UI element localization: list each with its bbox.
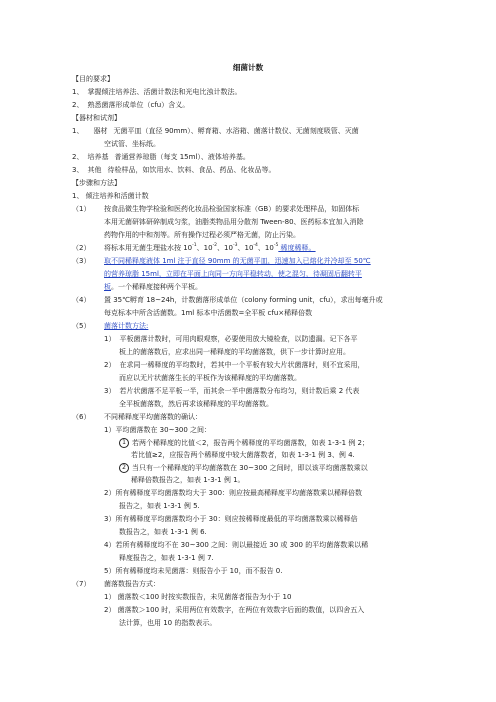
step-text: 按食品微生物学检验和医药化妆品检验国家标准（GB）的要求处理样品，如固体标 bbox=[104, 205, 360, 213]
step-number: （5） bbox=[72, 322, 91, 330]
step-number: （4） bbox=[72, 296, 91, 304]
step-text: 不同稀释度平均菌落数的确认： bbox=[104, 413, 202, 421]
page-title: 细菌计数 bbox=[232, 63, 264, 72]
list-item-cont: 数报告之，如表 1-3-1 例 6. bbox=[119, 528, 207, 536]
step-number: （2） bbox=[72, 244, 91, 252]
list-item: 2） 在求同一稀释度的平均数时，若其中一个平板有较大片状菌落时，则不宜采用， bbox=[104, 361, 365, 369]
step-text: 的营养琼脂 15ml，立即在平面上向同一方向平稳转动，使之混匀，待凝固后翻转平 bbox=[104, 270, 362, 278]
list-item: 3）所有稀释度平均菌落数均小于 30：则应按稀释度最低的平均菌落数乘以稀释倍 bbox=[104, 515, 358, 523]
list-item-cont: 而应以无片状菌落生长的平板作为该稀释度的平均菌落数。 bbox=[119, 374, 301, 382]
list-item: 2）所有稀释度平均菌落数均大于 300：则应按最高稀释度平均菌落数乘以稀释倍数 bbox=[104, 489, 363, 497]
step-text: 每克标本中所含活菌数。1ml 标本中活菌数=全平板 cfu×稀释倍数 bbox=[104, 309, 313, 317]
materials-item: 1、 器材 无菌平皿（直径 90mm）、孵育箱、水浴箱、菌落计数仪、无菌刻度吸管、灭菌 bbox=[72, 127, 359, 135]
purpose-heading: 【目的要求】 bbox=[72, 75, 114, 83]
materials-item: 2、 培养基 普通营养琼脂（每支 15ml）、液体培养基。 bbox=[72, 153, 250, 161]
list-item: 2） 菌落数＞100 时，采用两位有效数字，在两位有效数字后面的数值，以四舍五入 bbox=[104, 606, 365, 614]
step-text: 置 35℃孵育 18~24h，计数菌落形成单位（colony forming unit，cfu），求出每毫升或 bbox=[104, 296, 383, 304]
materials-item: 3、 其他 待检样品，如饮用水、饮料、食品、药品、化妆品等。 bbox=[72, 166, 276, 174]
step-text: 药物作用的中和剂等。所有操作过程必须严格无菌，防止污染。 bbox=[104, 231, 300, 239]
steps-subheading: 1、 倾注培养和活菌计数 bbox=[72, 192, 149, 200]
list-item-cont: 法计算，也用 10 的指数表示。 bbox=[119, 619, 217, 627]
list-item-cont: 报告之，如表 1-3-1 例 5. bbox=[119, 502, 200, 510]
step-number: （3） bbox=[72, 257, 91, 265]
circled-number-icon: 1 bbox=[119, 438, 129, 448]
list-item: 4）若所有稀释度均不在 30~300 之间：则以最接近 30 或 300 的平均菌落数乘以稀 bbox=[104, 541, 369, 549]
list-item-cont: 全平板菌落数，然后再求该稀释度的平均菌落数。 bbox=[119, 400, 273, 408]
list-item-cont: 释度报告之，如表 1-3-1 例 7. bbox=[119, 554, 214, 562]
step-text: 将标本用无菌生理盐水按 $10^{-1}$、$10^{-2}$、$10^{-3}$、$10^{-4}$、$10^{-5}$ 稀度稀释。 bbox=[104, 243, 316, 252]
list-item-cont: 若比值≥2，应报告两个稀释度中较大菌落数者，如表 1-3-1 例 3、例 4. bbox=[131, 451, 355, 459]
list-item-cont: 板上的菌落数后，应求出同一稀释度的平均菌落数，供下一步计算时应用。 bbox=[119, 348, 350, 356]
list-item: 1 若两个稀释度的比值＜2，报告两个稀释度的平均菌落数，如表 1-3-1 例 2； bbox=[119, 438, 369, 448]
list-item: 2 当只有一个稀释度的平均菌落数在 30~300 之间时，即以该平均菌落数乘以 bbox=[119, 463, 368, 473]
list-item: 1） 菌落数＜100 时按实数报告，未见菌落者报告为小于 10 bbox=[104, 593, 292, 601]
step-text: 本用无菌研钵研碎制成匀浆，油脂类物品用分散剂 Tween-80、医药标本宜加入消除 bbox=[104, 218, 364, 226]
step-number: （1） bbox=[72, 205, 91, 213]
steps-heading: 【步骤和方法】 bbox=[72, 179, 121, 187]
list-item: 1） 平板菌落计数时，可用肉眼观察，必要使用放大镜检查，以防遗漏。记下各平 bbox=[104, 335, 358, 343]
list-item-cont: 稀释倍数报告之，如表 1-3-1 例 1。 bbox=[131, 476, 245, 484]
purpose-item: 2、 熟悉菌落形成单位（cfu）含义。 bbox=[72, 101, 190, 109]
step-text: 菌落计数方法: bbox=[104, 322, 149, 330]
step-text: 菌落数报告方式： bbox=[104, 580, 160, 588]
step-text: 板。一个稀释度接种两个平板。 bbox=[104, 283, 202, 291]
list-item: 5）所有稀释度均未见菌落：则报告小于 10，而不报告 0. bbox=[104, 567, 283, 575]
materials-heading: 【器材和试剂】 bbox=[72, 114, 121, 122]
purpose-item: 1、 掌握倾注培养法、活菌计数法和光电比浊计数法。 bbox=[72, 88, 242, 96]
circled-number-icon: 2 bbox=[119, 463, 129, 473]
list-item: 3） 若片状菌落不足平板一半，而其余一半中菌落数分布均匀，则计数后乘 2 代表 bbox=[104, 387, 360, 395]
list-item: 1）平均菌落数在 30~300 之间： bbox=[104, 426, 212, 434]
step-number: （7） bbox=[72, 580, 91, 588]
step-text: 取不同稀释度液体 1ml 注于直径 90mm 的无菌平皿，迅速加入已熔化并冷却至 50℃ bbox=[104, 257, 371, 265]
materials-item-cont: 空试管、坐标纸。 bbox=[104, 140, 160, 148]
step-number: （6） bbox=[72, 413, 91, 421]
